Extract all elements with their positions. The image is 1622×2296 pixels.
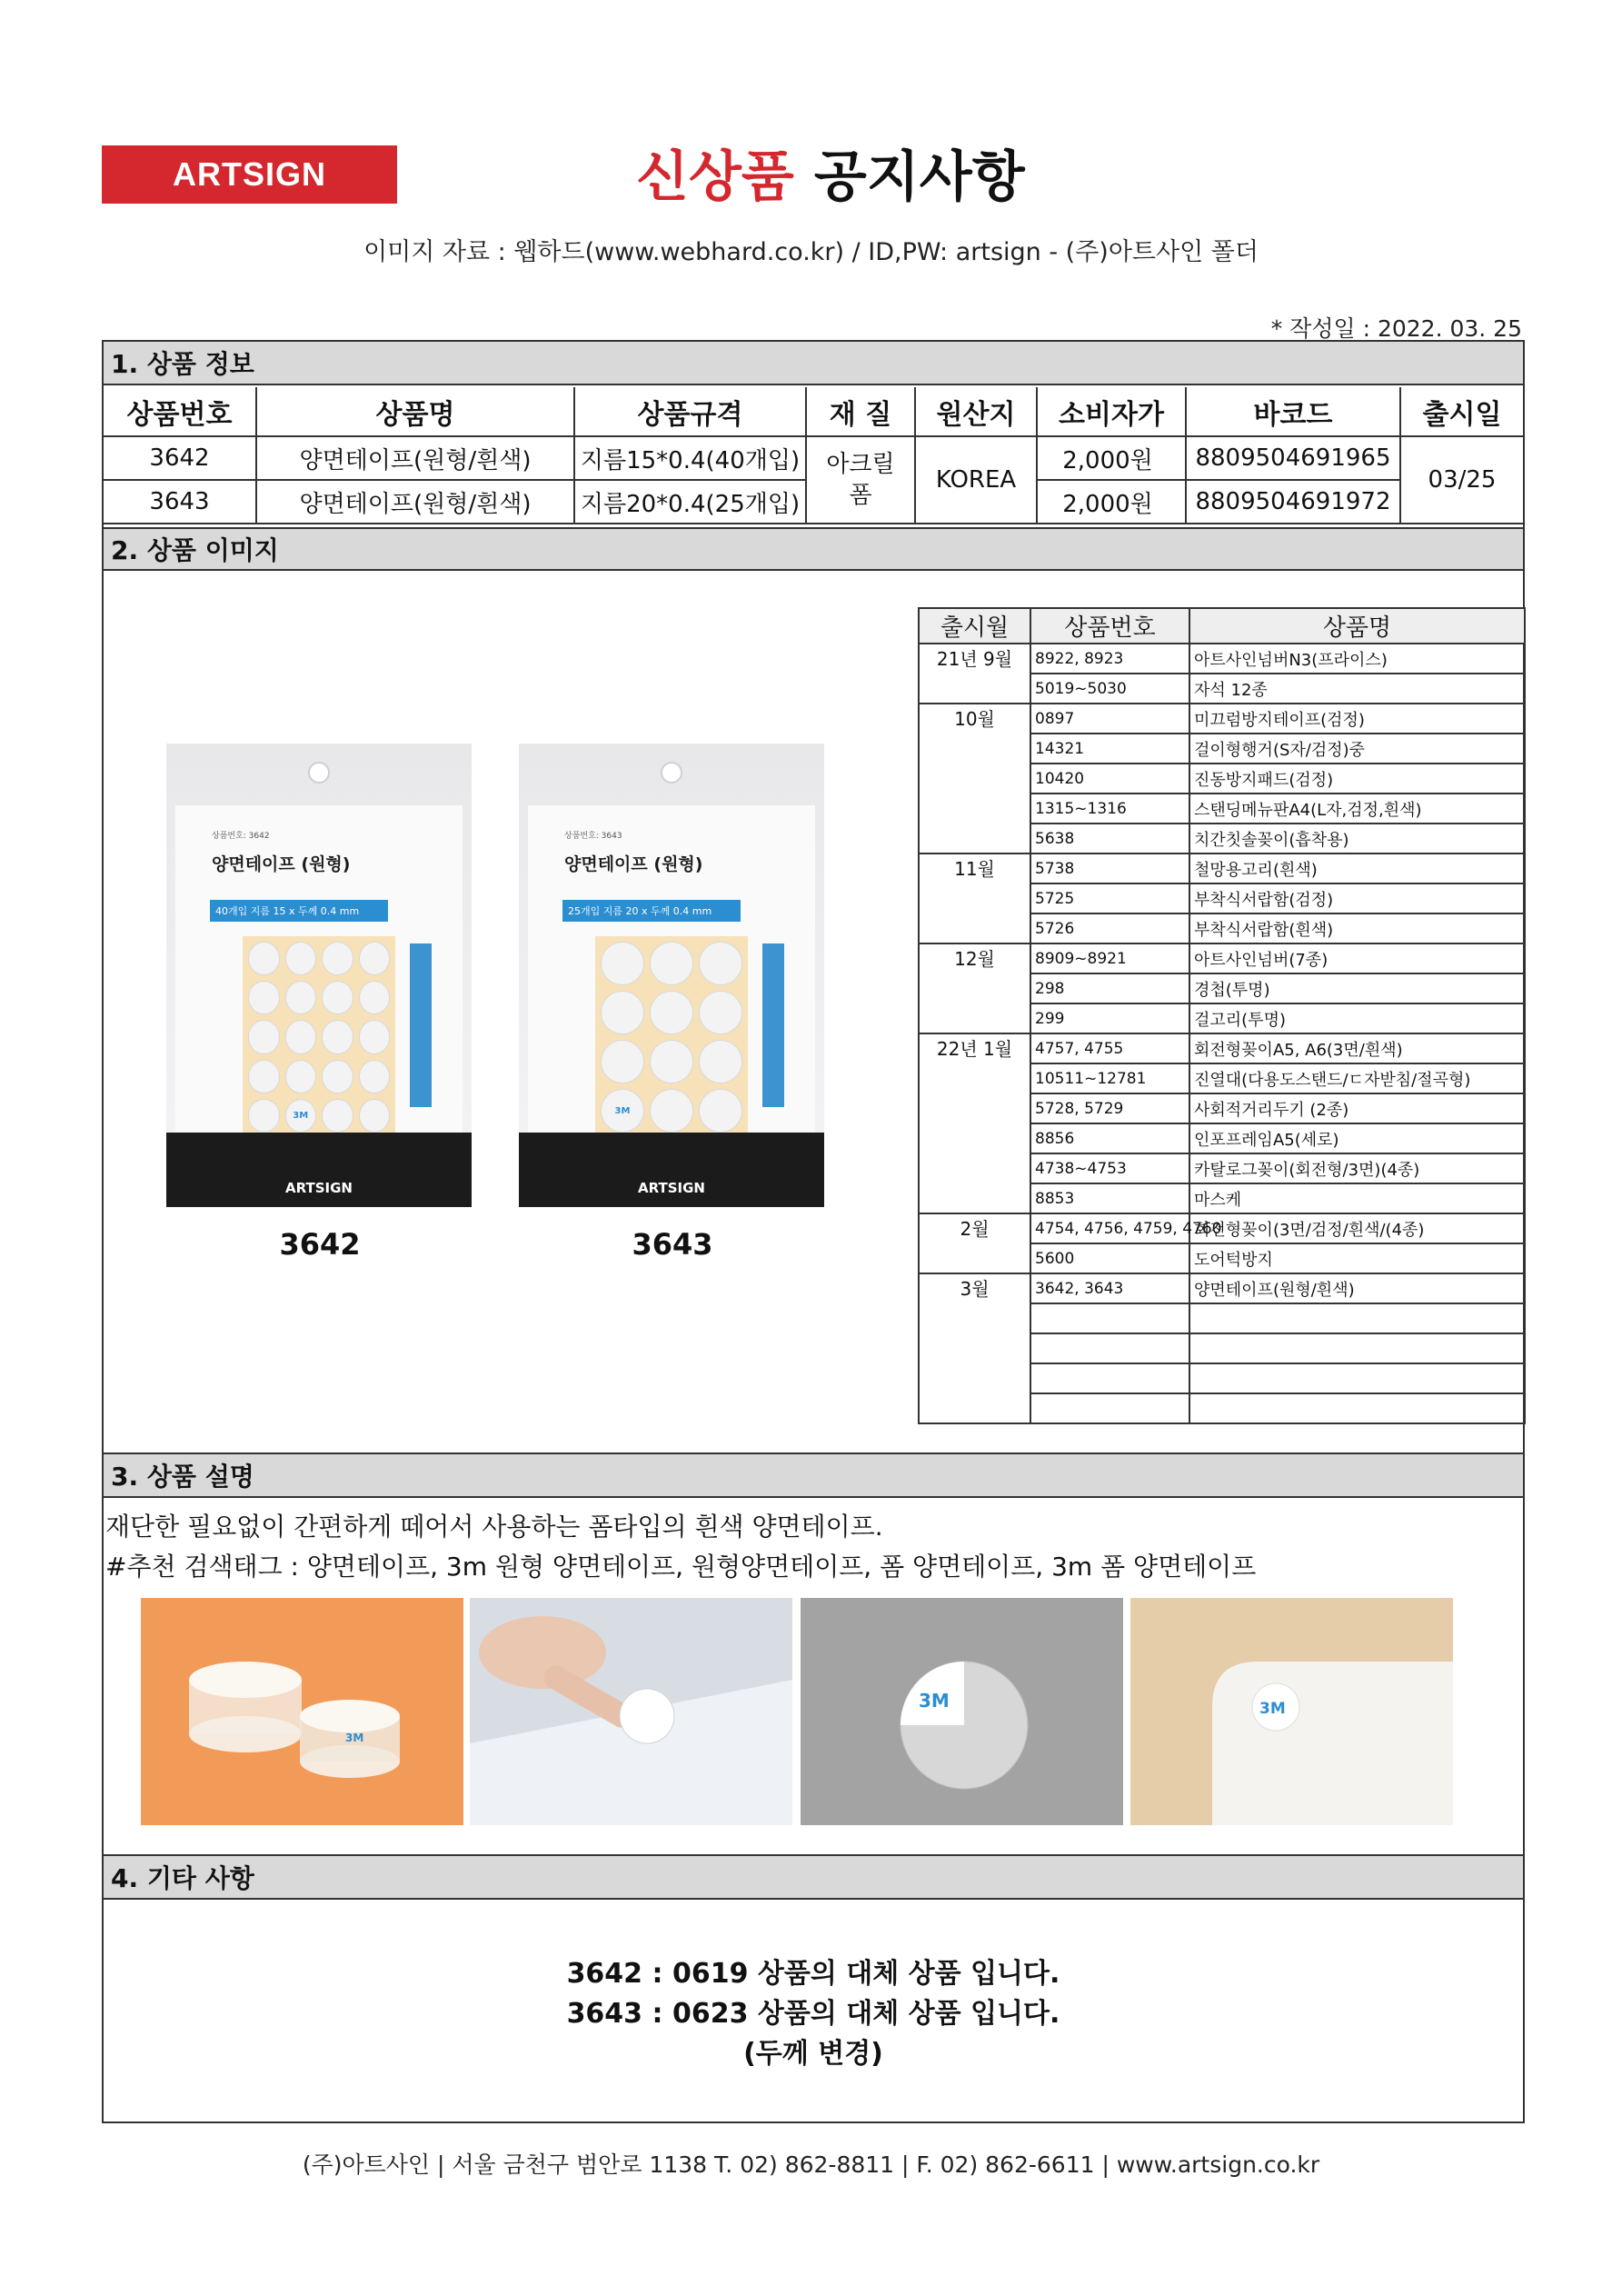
product-barcode: 8809504691972 [1186,480,1400,524]
title-new-product: 신상품 [636,145,794,209]
col-header: 상품규격 [574,387,806,436]
search-tags: #추천 검색태그 : 양면테이프, 3m 원형 양면테이프, 원형양면테이프, 폼 양면테이프, 3m 폼 양면테이프 [105,1552,1257,1582]
package-small-text: 상품번호: 3642 [212,832,270,841]
release-product-name: 걸고리(투명) [1189,1003,1525,1033]
product-spec: 지름20*0.4(25개입) [574,480,806,524]
product-release-date: 03/25 [1400,436,1523,524]
release-product-name: 치간칫솔꽂이(흡착용) [1189,824,1525,854]
col-header: 소비자가 [1037,387,1186,436]
package-spec-bar: 25개입 지름 20 x 두께 0.4 mm [562,900,741,922]
col-header: 상품명 [256,387,574,436]
release-product-number: 10511~12781 [1030,1063,1189,1093]
tape-dot [322,942,353,975]
product-origin: KOREA [915,436,1037,524]
tape-dot [359,981,391,1014]
table-row [919,1213,1525,1243]
title-notice: 공지사항 [813,145,1025,209]
tape-dots [244,938,393,1136]
release-product-name: 카탈로그꽂이(회전형/3면)(4종) [1189,1153,1525,1183]
tape-dot [699,1040,742,1083]
release-product-name: 철망용고리(흰색) [1189,854,1525,883]
tape-dot [601,942,644,985]
tape-dot [359,1060,391,1093]
tape-dot [285,942,317,975]
col-header: 바코드 [1186,387,1400,436]
tape-dot [322,981,353,1014]
table-row [919,1033,1525,1063]
tape-dot [650,991,693,1034]
release-product-number: 5638 [1030,824,1189,854]
artsign-logo: ARTSIGN [102,145,397,204]
tape-dot [699,1089,742,1133]
company-footer: (주)아트사인 | 서울 금천구 범안로 1138 T. 02) 862-8811 | F. 02) 862-6611 | www.artsign.co.kr [302,2151,1320,2178]
tape-dot: 3M [601,1089,644,1133]
photo-tape-peeled [801,1598,1123,1825]
tape-dot [248,981,280,1014]
note-line: 3643 : 0623 상품의 대체 상품 입니다. [566,1998,1060,2030]
release-product-number: 1315~1316 [1030,794,1189,824]
col-header: 상품번호 [104,387,256,436]
release-month: 10월 [919,704,1030,854]
release-product-number: 10420 [1030,764,1189,794]
package-product-name: 양면테이프 (원형) [564,854,703,874]
release-product-number [1030,1333,1189,1363]
release-product-number: 5019~5030 [1030,674,1189,704]
release-product-name: 부착식서랍함(흰색) [1189,913,1525,943]
tape-dot [699,991,742,1034]
package-label-3642: 3642 [279,1227,361,1262]
tape-dot [601,991,644,1034]
product-number: 3642 [104,436,256,480]
release-month: 22년 1월 [919,1033,1030,1213]
board-illustration [1130,1598,1453,1825]
image-source-note: 이미지 자료 : 웹하드(www.webhard.co.kr) / ID,PW: artsign - (주)아트사인 폴더 [363,238,1259,266]
col-header: 출시월 [919,608,1030,644]
release-body [919,644,1525,1423]
hang-hole [661,762,682,784]
tape-dot [322,1099,353,1133]
package-label-3643: 3643 [632,1227,713,1262]
package-image-3643 [519,744,824,1207]
release-product-name: 미끄럼방지테이프(검정) [1189,704,1525,734]
release-month: 3월 [919,1273,1030,1423]
release-product-number: 4738~4753 [1030,1153,1189,1183]
release-product-name: 부착식서랍함(검정) [1189,883,1525,913]
release-product-name [1189,1303,1525,1333]
table-row [104,436,1523,480]
note-line: 3642 : 0619 상품의 대체 상품 입니다. [566,1958,1060,1990]
svg-text:3M: 3M [345,1732,364,1744]
release-product-name: 걸이형행거(S자/검정)중 [1189,734,1525,764]
package-small-text: 상품번호: 3643 [564,832,622,841]
release-month: 2월 [919,1213,1030,1273]
col-header: 상품번호 [1030,608,1189,644]
release-product-name: 아트사인넘버(7종) [1189,943,1525,973]
release-product-name: 자석 12종 [1189,674,1525,704]
release-product-name: 경첩(투명) [1189,973,1525,1003]
tape-dot [248,942,280,975]
release-product-name: 도어턱방지 [1189,1243,1525,1273]
release-product-name: 회전형꽂이(3면/검정/흰색/(4종) [1189,1213,1525,1243]
package-side-strip [410,943,432,1107]
tape-dot [650,942,693,985]
product-name: 양면테이프(원형/흰색) [256,436,574,480]
section-other-header: 4. 기타 사항 [104,1856,1523,1900]
jars-illustration [141,1598,463,1825]
package-product-name: 양면테이프 (원형) [212,854,351,874]
written-date: * 작성일 : 2022. 03. 25 [1270,315,1522,342]
tape-dot [248,1020,280,1053]
release-schedule-table [918,607,1526,1424]
product-material: 아크릴 폼 [806,436,915,524]
svg-text:3M: 3M [919,1690,950,1712]
tape-dot [285,1020,317,1053]
release-product-number: 0897 [1030,704,1189,734]
page-title [636,136,1272,209]
release-product-name [1189,1363,1525,1393]
release-product-number: 4757, 4755 [1030,1033,1189,1063]
product-barcode: 8809504691965 [1186,436,1400,480]
tape-dot [248,1099,280,1133]
release-month: 21년 9월 [919,644,1030,704]
release-product-number: 5600 [1030,1243,1189,1273]
release-product-number: 8856 [1030,1123,1189,1153]
tape-dot [285,981,317,1014]
release-header-row [919,608,1525,644]
tape-dot [248,1060,280,1093]
release-month: 12월 [919,943,1030,1033]
tape-dot [359,942,391,975]
release-product-name: 마스케 [1189,1183,1525,1213]
col-header: 재 질 [806,387,915,436]
section-product-image-header: 2. 상품 이미지 [104,527,1523,571]
table-row [919,854,1525,883]
release-product-number: 299 [1030,1003,1189,1033]
photo-hand-applying-tape [470,1598,792,1825]
table-row [919,704,1525,734]
photo-tape-on-jars [141,1598,463,1825]
col-header: 출시일 [1400,387,1523,436]
release-product-name: 양면테이프(원형/흰색) [1189,1273,1525,1303]
product-spec: 지름15*0.4(40개입) [574,436,806,480]
release-product-number: 5728, 5729 [1030,1093,1189,1123]
release-product-number: 5726 [1030,913,1189,943]
product-number: 3643 [104,480,256,524]
release-product-number: 8922, 8923 [1030,644,1189,674]
tape-dot [322,1060,353,1093]
tape-dot [650,1040,693,1083]
release-product-number: 3642, 3643 [1030,1273,1189,1303]
release-product-name: 인포프레임A5(세로) [1189,1123,1525,1153]
photo-tape-on-board [1130,1598,1453,1825]
package-spec-bar: 40개입 지름 15 x 두께 0.4 mm [210,900,388,922]
package-brand: ARTSIGN [519,1133,824,1207]
tape-dot [285,1060,317,1093]
release-product-name: 사회적거리두기 (2종) [1189,1093,1525,1123]
col-header: 상품명 [1189,608,1525,644]
release-product-name: 진열대(다용도스탠드/ㄷ자받침/절곡형) [1189,1063,1525,1093]
package-image-3642 [166,744,472,1207]
release-month: 11월 [919,854,1030,943]
release-product-number: 5738 [1030,854,1189,883]
description-line: 재단한 필요없이 간편하게 떼어서 사용하는 폼타입의 흰색 양면테이프. [105,1512,883,1542]
release-product-number: 8853 [1030,1183,1189,1213]
tape-dot [650,1089,693,1133]
svg-text:3M: 3M [1259,1700,1286,1718]
tape-dot [359,1020,391,1053]
release-product-number: 5725 [1030,883,1189,913]
package-side-strip [762,943,784,1107]
other-notes [102,1954,1525,2074]
hang-hole [308,762,330,784]
release-product-number [1030,1303,1189,1333]
product-price: 2,000원 [1037,436,1186,480]
section-product-info-header: 1. 상품 정보 [104,342,1523,385]
product-price: 2,000원 [1037,480,1186,524]
release-product-name: 회전형꽂이A5, A6(3면/흰색) [1189,1033,1525,1063]
release-product-number [1030,1393,1189,1423]
col-header: 원산지 [915,387,1037,436]
release-product-name: 스탠딩메뉴판A4(L자,검정,흰색) [1189,794,1525,824]
product-info-table [104,387,1523,524]
product-name: 양면테이프(원형/흰색) [256,480,574,524]
note-line: (두께 변경) [743,2038,883,2070]
table-row [919,644,1525,674]
product-table-header-row [104,387,1523,436]
release-product-number: 298 [1030,973,1189,1003]
tape-dot: 3M [285,1099,317,1133]
release-product-number: 4754, 4756, 4759, 4760 [1030,1213,1189,1243]
section-description-header: 3. 상품 설명 [104,1454,1523,1498]
tape-dot [601,1040,644,1083]
release-product-name [1189,1333,1525,1363]
table-row [919,943,1525,973]
release-product-name: 진동방지패드(검정) [1189,764,1525,794]
package-brand: ARTSIGN [166,1133,472,1207]
tape-dots [597,938,746,1136]
hand-illustration [470,1598,792,1825]
tape-dot [699,942,742,985]
release-product-number: 14321 [1030,734,1189,764]
release-product-number: 8909~8921 [1030,943,1189,973]
release-product-number [1030,1363,1189,1393]
release-product-name [1189,1393,1525,1423]
table-row [919,1273,1525,1303]
peeled-tape-illustration [801,1598,1123,1825]
tape-dot [359,1099,391,1133]
release-product-name: 아트사인넘버N3(프라이스) [1189,644,1525,674]
tape-dot [322,1020,353,1053]
